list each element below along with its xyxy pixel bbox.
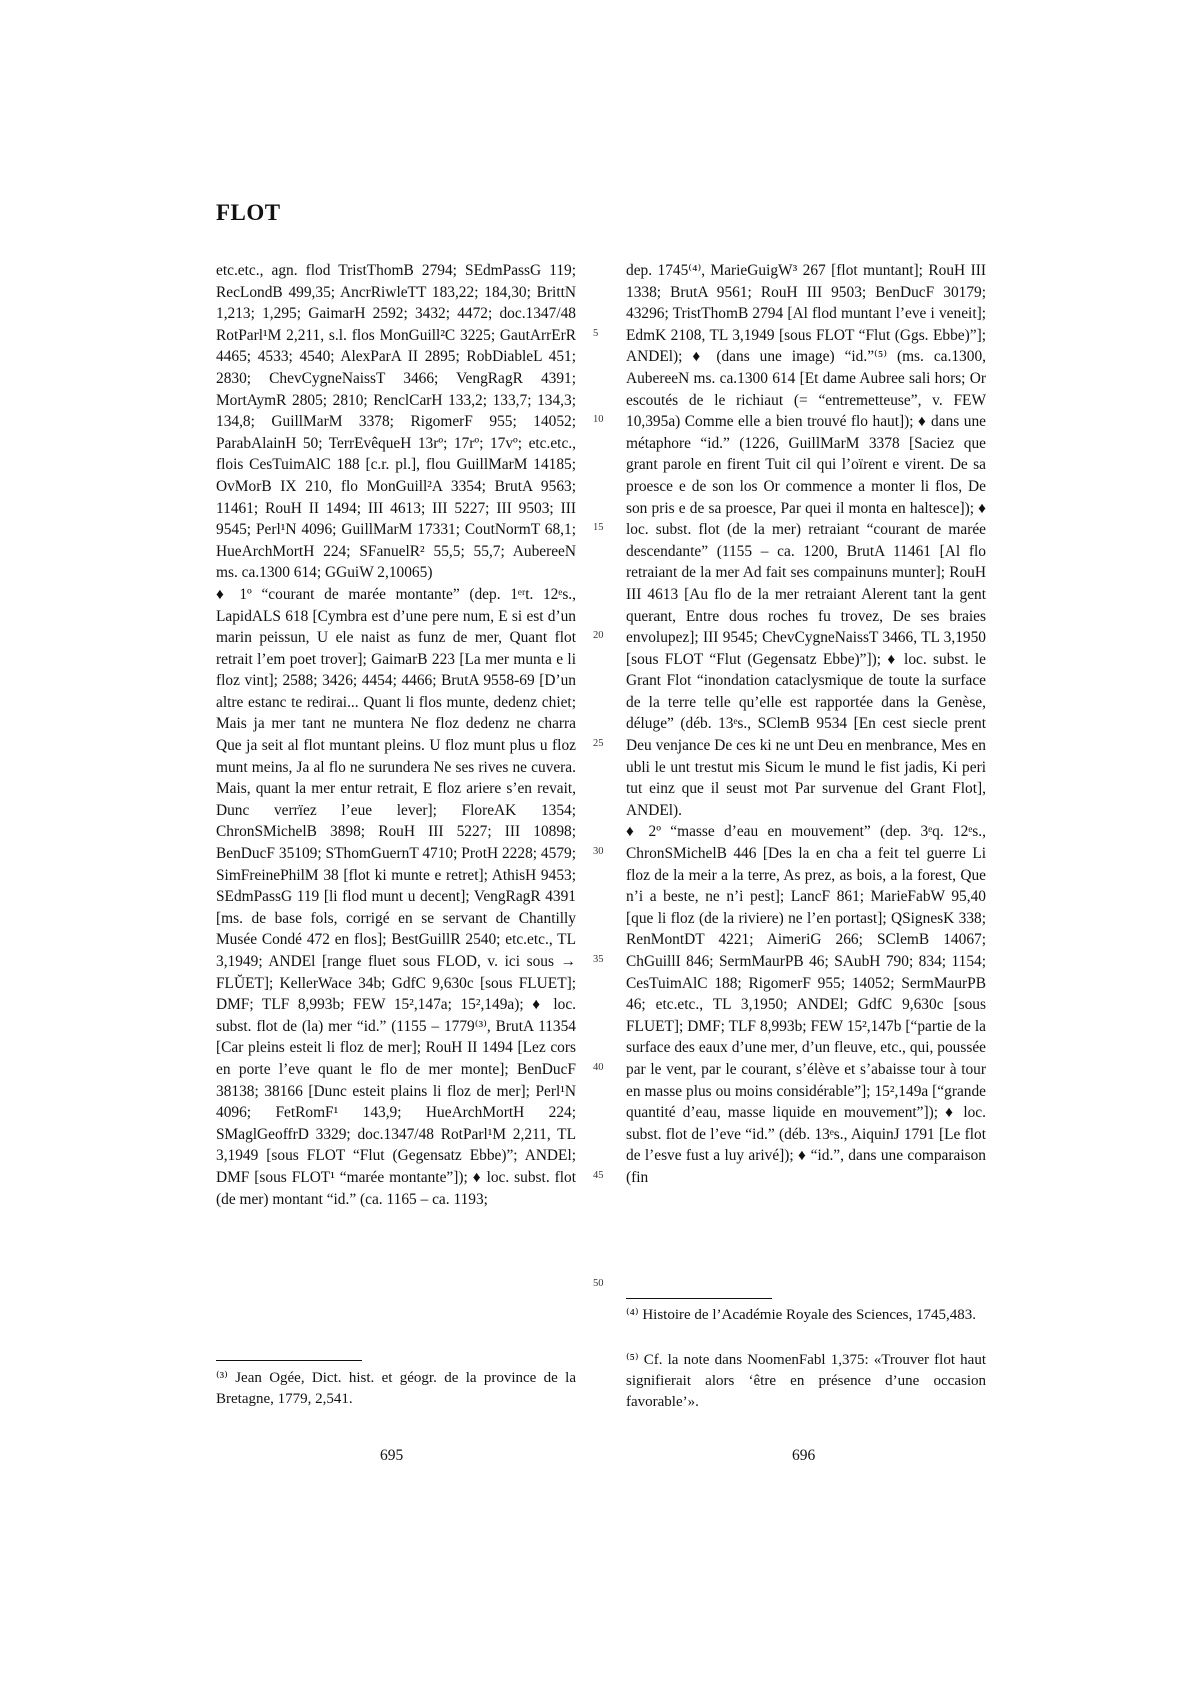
line-number: 40: [593, 1062, 604, 1073]
right-paragraph-2: ♦ 2º “masse d’eau en mouvement” (dep. 3ᵉq. 12ᵉs., ChronSMichelB 446 [Des la en cha a feit tel guerre Li floz de la meir a la terre, As prez, as bois, a la forest, Que n’i a beste, ne n’i pest]; LancF 861; MarieFabW 95,40 [que li floz (de la riviere) ne l’en portast]; QSignesK 338; RenMontDT 4221; AimeriG 266; SClemB 14067; ChGuillI 846; SermMaurPB 46; SAubH 790; 834; 1154; CesTuimAlC 188; RigomerF 955; 14052; SermMaurPB 46; etc.etc., TL 3,1950; ANDEl; GdfC 9,630c [sous FLUET]; DMF; TLF 8,993b; FEW 15²,147b [“partie de la surface des eaux d’une mer, d’un fleuve, etc., qui, poussée par le vent, par le courant, s’élève et s’abaisse tour à tour en masse plus ou moins considérable”]; 15²,149a [“grande quantité d’eau, masse liquide en mouvement”]); ♦ loc. subst. flot de l’eve “id.” (déb. 13ᵉs., AiquinJ 1791 [Le flot de l’esve fust a luy arivé]); ♦ “id.”, dans une comparaison (fin: [626, 823, 986, 1186]
left-paragraph-1: etc.etc., agn. flod TristThomB 2794; SEdmPassG 119; RecLondB 499,35; AncrRiwleTT 183,22; 184,30; BrittN 1,213; 1,295; GaimarH 2592; 3432; 4472; doc.1347/48 RotParl¹M 2,211, s.l. flos MonGuill²C 3225; GautArrErR 4465; 4533; 4540; AlexParA II 2895; RobDiableL 451; 2830; ChevCygneNaissT 3466; VengRagR 4391; MortAymR 2805; 2810; RenclCarH 133,2; 133,7; 134,3; 134,8; GuillMarM 3378; RigomerF 955; 14052; ParabAlainH 50; TerrEvêqueH 13rº; 17rº; 17vº; etc.etc., flois CesTuimAlC 188 [c.r. pl.], flou GuillMarM 14185; OvMorB IX 210, flo MonGuill²A 3354; BrutA 9563; 11461; RouH II 1494; III 4613; III 5227; III 9503; III 9545; Perl¹N 4096; GuillMarM 17331; CoutNormT 68,1; HueArchMortH 224; SFanuelR² 55,5; 55,7; AubereeN ms. ca.1300 614; GGuiW 2,10065): [216, 262, 576, 582]
line-number: 45: [593, 1170, 604, 1181]
right-paragraph-1: dep. 1745⁽⁴⁾, MarieGuigW³ 267 [flot muntant]; RouH III 1338; BrutA 9561; RouH III 9503; BenDucF 30179; 43296; TristThomB 2794 [Al flod muntant l’eve i veneit]; EdmK 2108, TL 3,1949 [sous FLOT “Flut (Ggs. Ebbe)”]; ANDEl); ♦ (dans une image) “id.”⁽⁵⁾ (ms. ca.1300, AubereeN ms. ca.1300 614 [Et dame Aubree sali hors; Or escoutés de le richiaut (= “entremetteuse”, v. FEW 10,395a) Comme elle a bien trouvé flo haut]); ♦ dans une métaphore “id.” (1226, GuillMarM 3378 [Saciez que grant parole en firent Tuit cil qui l’oïrent e virent. De sa proesce e de son los Or commence a monter li flos, De son pris e de sa proesce, Par quei il monta en haltesce]); ♦ loc. subst. flot (de la mer) retraiant “courant de marée descendante” (1155 – ca. 1200, BrutA 11461 [Al flo retraiant de la mer Ad fait ses compainuns munter]; RouH III 4613 [Au flo de la mer retraiant Alerent tant la gent querant, Entre dous roches fu trovez, De ses braies envolupez]; III 9545; ChevCygneNaissT 3466, TL 3,1950 [sous FLOT “Flut (Gegensatz Ebbe)”]); ♦ loc. subst. le Grant Flot “inondation cataclysmique de toute la surface de la terre telle qu’elle est rapportée dans la Genèse, déluge” (déb. 13ᵉs., SClemB 9534 [En cest siecle prent Deu venjance De ces ki ne unt Deu en menbrance, Mes en ubli le unt trestut mis Sicum le mund le fist jadis, Ki peri tut einz que il seust mot Par survenue del Grant Flot], ANDEl).: [626, 262, 986, 819]
line-number: 50: [593, 1278, 604, 1289]
footnote-5: ⁽⁵⁾ Cf. la note dans NoomenFabl 1,375: «Trouver flot haut signifierait alors ‘être en présence d’une occasion favorable’».: [626, 1352, 986, 1410]
line-number: 25: [593, 738, 604, 749]
page-number-right: 696: [792, 1447, 816, 1464]
line-number: 35: [593, 954, 604, 965]
footnote-3: ⁽³⁾ Jean Ogée, Dict. hist. et géogr. de la province de la Bretagne, 1779, 2,541.: [216, 1370, 576, 1407]
footnote-rule-left: [216, 1360, 362, 1361]
line-number: 15: [593, 522, 604, 533]
line-number: 20: [593, 630, 604, 641]
line-number: 30: [593, 846, 604, 857]
left-paragraph-2: ♦ 1º “courant de marée montante” (dep. 1ᵉʳt. 12ᵉs., LapidALS 618 [Cymbra est d’une pere num, E si est d’un marin peissun, U ele naist as funz de mer, Quant flot retrait l’em poet trover]; GaimarB 223 [La mer munta e li floz vint]; 2588; 3426; 4454; 4466; BrutA 9558-69 [D’un altre estanc te redirai... Quant li flos munte, dedenz chiet; Mais ja mer tant ne muntera Ne floz dedenz ne charra Que ja seit al flot muntant pleins. U floz munt plus u floz munt meins, Ja al flo ne surundera Ne ses rives ne cuvera. Mais, quant la mer entur retrait, E floz ariere s’en revait, Dunc verrïez l’eue lever]; FloreAK 1354; ChronSMichelB 3898; RouH III 5227; III 10898; BenDucF 35109; SThomGuernT 4710; ProtH 2228; 4579; SimFreinePhilM 38 [flot ki munte e retret]; AthisH 9453; SEdmPassG 119 [li flod munt u decent]; VengRagR 4391 [ms. de base fols, corrigé en se servant de Chantilly Musée Condé 472 en flos]; BestGuillR 2540; etc.etc., TL 3,1949; ANDEl [range fluet sous FLOD, v. ici sous → FLŬET]; KellerWace 34b; GdfC 9,630c [sous FLUET]; DMF; TLF 8,993b; FEW 15²,147a; 15²,149a); ♦ loc. subst. flot de (la) mer “id.” (1155 – 1779⁽³⁾, BrutA 11354 [Car pleins esteit li floz de mer]; RouH II 1494 [Lez cors en porte l’eve quant le flo de mer monte]; BenDucF 38138; 38166 [Dunc esteit plains li floz de mer]; Perl¹N 4096; FetRomF¹ 143,9; HueArchMortH 224; SMaglGeoffrD 3329; doc.1347/48 RotParl¹M 2,211, TL 3,1949 [sous FLOT “Flut (Gegensatz Ebbe)”; ANDEl; DMF [sous FLOT¹ “marée montante”]); ♦ loc. subst. flot (de mer) montant “id.” (ca. 1165 – ca. 1193;: [216, 585, 576, 1208]
left-column: [216, 260, 576, 1210]
footnote-4: ⁽⁴⁾ Histoire de l’Académie Royale des Sciences, 1745,483.: [626, 1307, 977, 1323]
page-number-left: 695: [380, 1447, 404, 1464]
right-column: [626, 260, 986, 1189]
entry-headword: FLOT: [216, 200, 281, 225]
line-number: 10: [593, 414, 604, 425]
line-number: 5: [593, 328, 599, 339]
footnote-rule-right: [626, 1298, 772, 1299]
